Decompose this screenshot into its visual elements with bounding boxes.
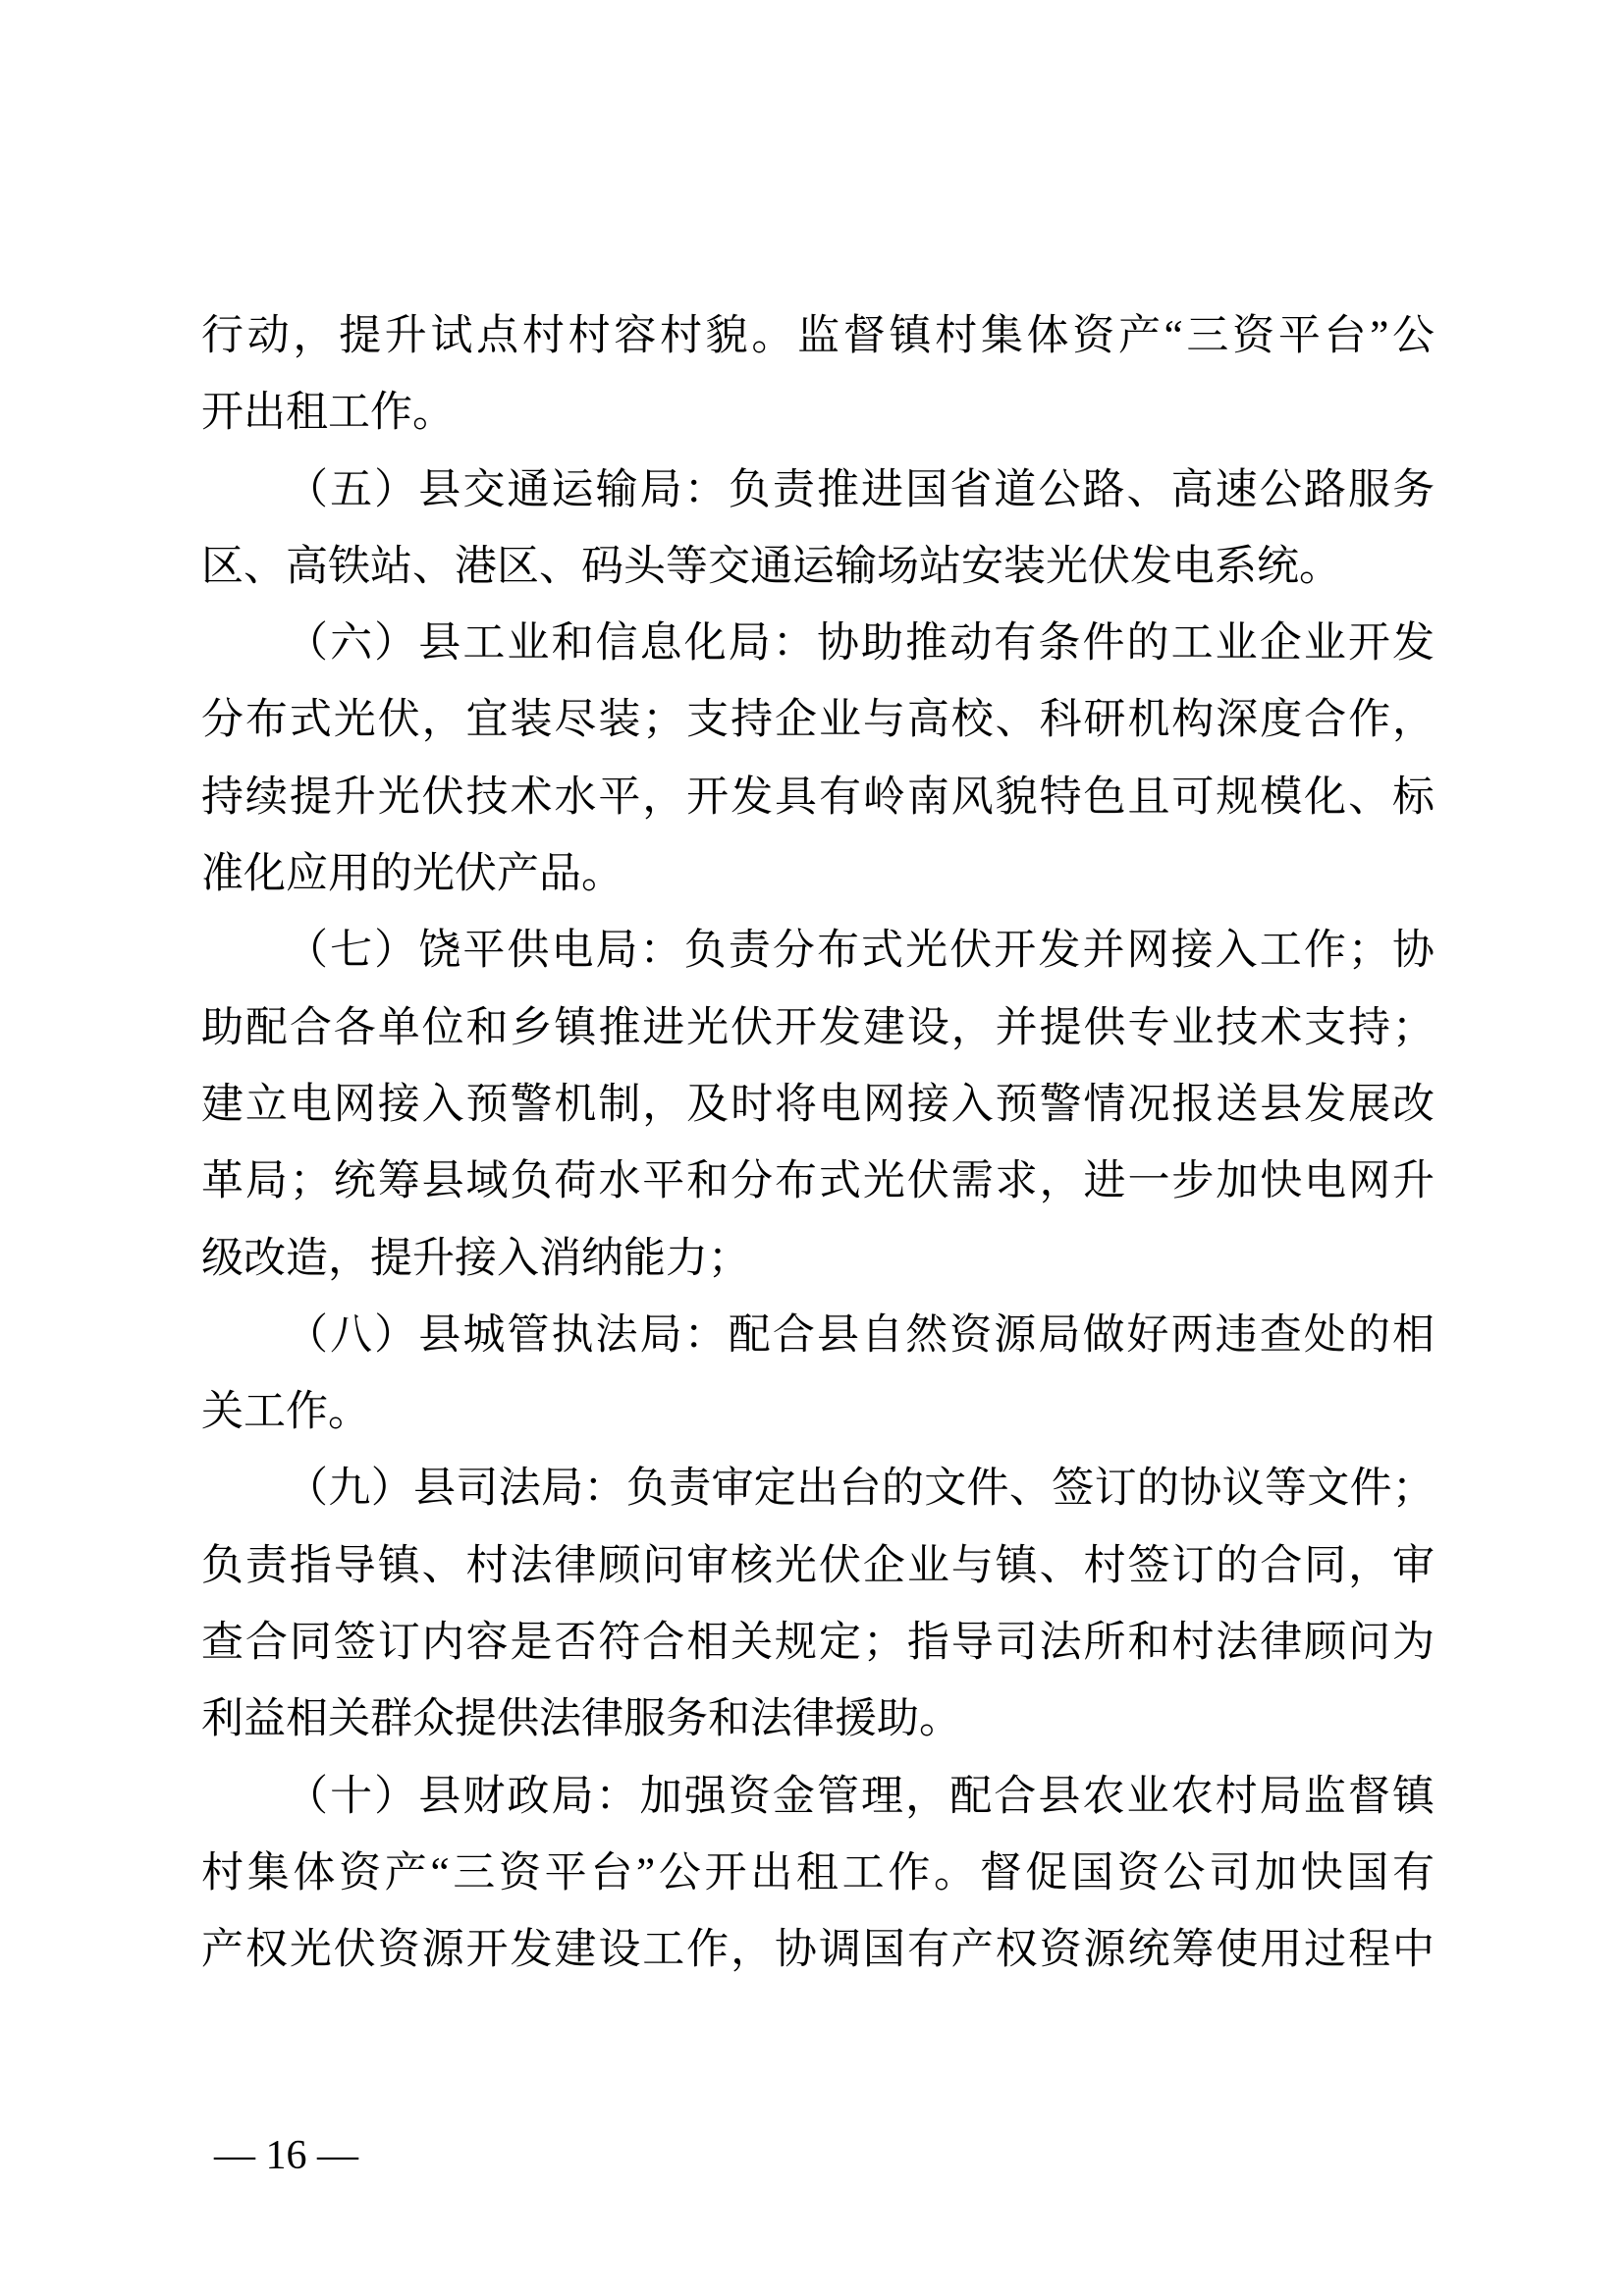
text-line: 革局；统筹县域负荷水平和分布式光伏需求，进一步加快电网升 [201,1158,1435,1205]
text-line: （六）县工业和信息化局：协助推动有条件的工业企业开发 [286,620,1435,667]
text-line: 建立电网接入预警机制，及时将电网接入预警情况报送县发展改 [201,1081,1435,1128]
text-line: （八）县城管执法局：配合县自然资源局做好两违查处的相 [286,1311,1435,1359]
document-body [201,298,1435,1990]
text-line: 持续提升光伏技术水平，开发具有岭南风貌特色且可规模化、标 [201,774,1435,821]
text-line: 助配合各单位和乡镇推进光伏开发建设，并提供专业技术支持； [201,1004,1435,1051]
text-line: 查合同签订内容是否符合相关规定；指导司法所和村法律顾问为 [201,1620,1435,1667]
text-line: （五）县交通运输局：负责推进国省道公路、高速公路服务 [286,466,1435,513]
text-line: （七）饶平供电局：负责分布式光伏开发并网接入工作；协 [286,928,1435,975]
text-line: 行动，提升试点村村容村貌。监督镇村集体资产“三资平台”公 [201,313,1435,359]
text-line: 区、高铁站、港区、码头等交通运输场站安装光伏发电系统。 [201,543,1341,590]
text-line: 产权光伏资源开发建设工作，协调国有产权资源统筹使用过程中 [201,1927,1435,1974]
text-line: （九）县司法局：负责审定出台的文件、签订的协议等文件； [286,1466,1435,1513]
text-line: 开出租工作。 [201,390,455,437]
text-line: （十）县财政局：加强资金管理，配合县农业农村局监督镇 [286,1773,1435,1820]
text-line: 负责指导镇、村法律顾问审核光伏企业与镇、村签订的合同，审 [201,1542,1435,1589]
page-number: — 16 — [214,2133,358,2178]
text-line: 村集体资产“三资平台”公开出租工作。督促国资公司加快国有 [201,1849,1435,1896]
text-line: 准化应用的光伏产品。 [201,851,623,898]
text-line: 关工作。 [201,1389,370,1436]
text-line: 分布式光伏，宜装尽装；支持企业与高校、科研机构深度合作， [201,697,1435,744]
text-line: 利益相关群众提供法律服务和法律援助。 [201,1696,961,1743]
text-line: 级改造，提升接入消纳能力； [201,1235,750,1282]
